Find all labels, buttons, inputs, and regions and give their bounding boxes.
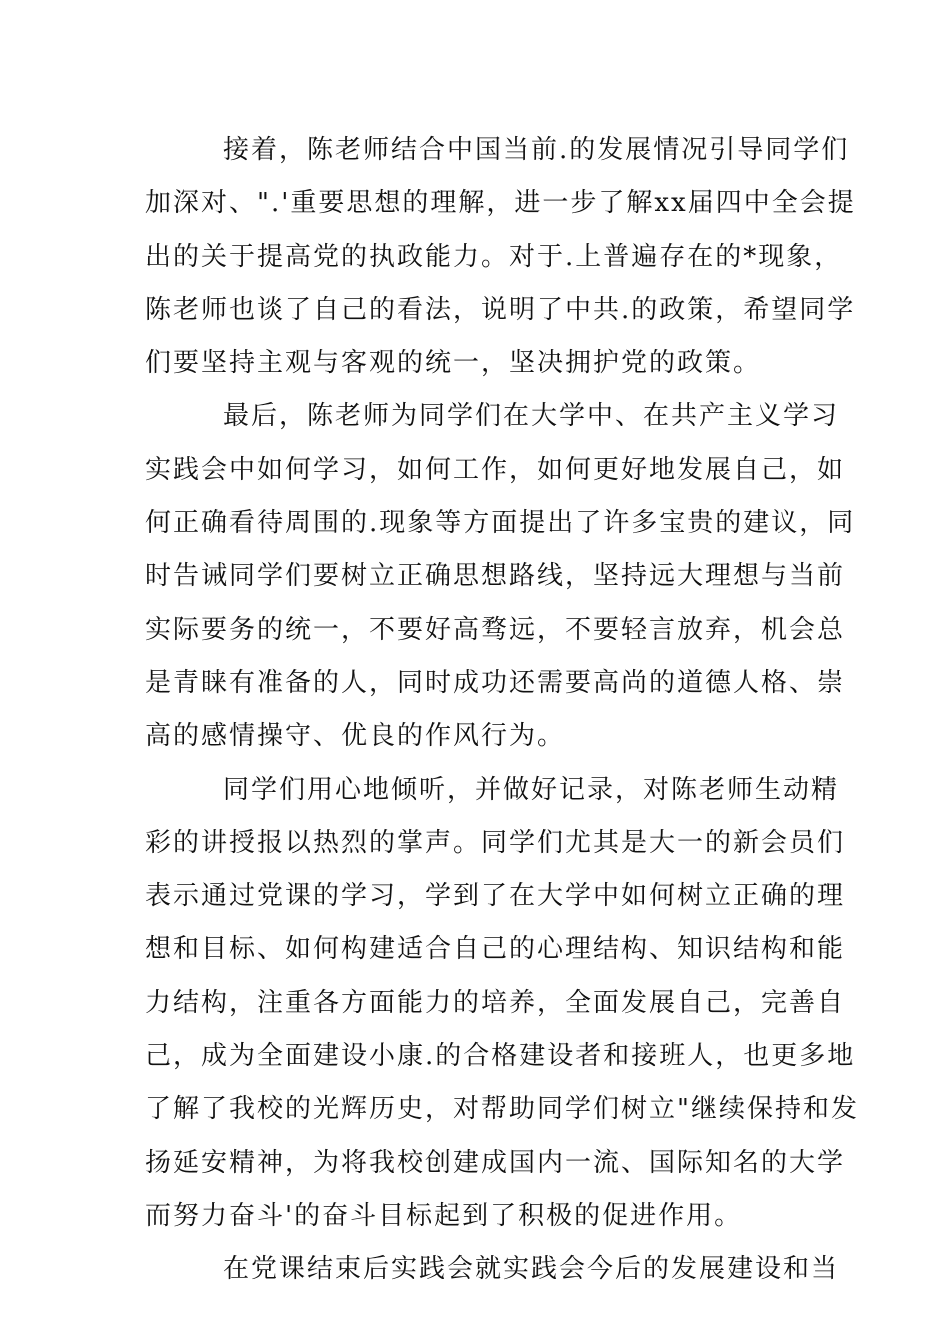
paragraph-3-line-8: 扬延安精神，为将我校创建成国内一流、国际知名的大学 [145,1147,846,1178]
paragraph-3-line-6: 己，成为全面建设小康.的合格建设者和接班人，也更多地 [145,1041,856,1072]
paragraph-3-line-3: 表示通过党课的学习，学到了在大学中如何树立正确的理 [145,881,846,912]
paragraph-1-line-4: 陈老师也谈了自己的看法，说明了中共.的政策，希望同学 [145,294,856,325]
paragraph-2-line-7: 高的感情操守、优良的作风行为。 [145,721,566,752]
paragraph-3-line-1: 同学们用心地倾听，并做好记录，对陈老师生动精 [223,774,840,805]
paragraph-1-line-3: 出的关于提高党的执政能力。对于.上普遍存在的*现象， [145,241,843,272]
paragraph-2-line-4: 时告诫同学们要树立正确思想路线，坚持远大理想与当前 [145,561,846,592]
paragraph-2-line-5: 实际要务的统一，不要好高骛远，不要轻言放弃，机会总 [145,614,846,645]
paragraph-1-line-1: 接着，陈老师结合中国当前.的发展情况引导同学们 [223,135,850,165]
paragraph-3-line-4: 想和目标、如何构建适合自己的心理结构、知识结构和能 [145,934,846,965]
paragraph-3-line-9: 而努力奋斗'的奋斗目标起到了积极的促进作用。 [145,1200,743,1231]
paragraph-1-line-2: 加深对、".'重要思想的理解，进一步了解xx届四中全会提 [145,188,856,219]
paragraph-2-line-3: 何正确看待周围的.现象等方面提出了许多宝贵的建议，同 [145,508,856,539]
paragraph-3-line-7: 了解了我校的光辉历史，对帮助同学们树立"继续保持和发 [145,1094,859,1125]
paragraph-1-line-5: 们要坚持主观与客观的统一，坚决拥护党的政策。 [145,348,762,379]
document-body [145,124,859,1297]
paragraph-4-line-1: 在党课结束后实践会就实践会今后的发展建设和当 [223,1254,840,1285]
paragraph-3-line-2: 彩的讲授报以热烈的掌声。同学们尤其是大一的新会员们 [145,827,846,858]
paragraph-2-line-1: 最后，陈老师为同学们在大学中、在共产主义学习 [223,401,840,432]
paragraph-2-line-6: 是青睐有准备的人，同时成功还需要高尚的道德人格、崇 [145,667,846,698]
paragraph-3-line-5: 力结构，注重各方面能力的培养，全面发展自己，完善自 [145,987,846,1018]
paragraph-2-line-2: 实践会中如何学习，如何工作，如何更好地发展自己，如 [145,454,846,485]
